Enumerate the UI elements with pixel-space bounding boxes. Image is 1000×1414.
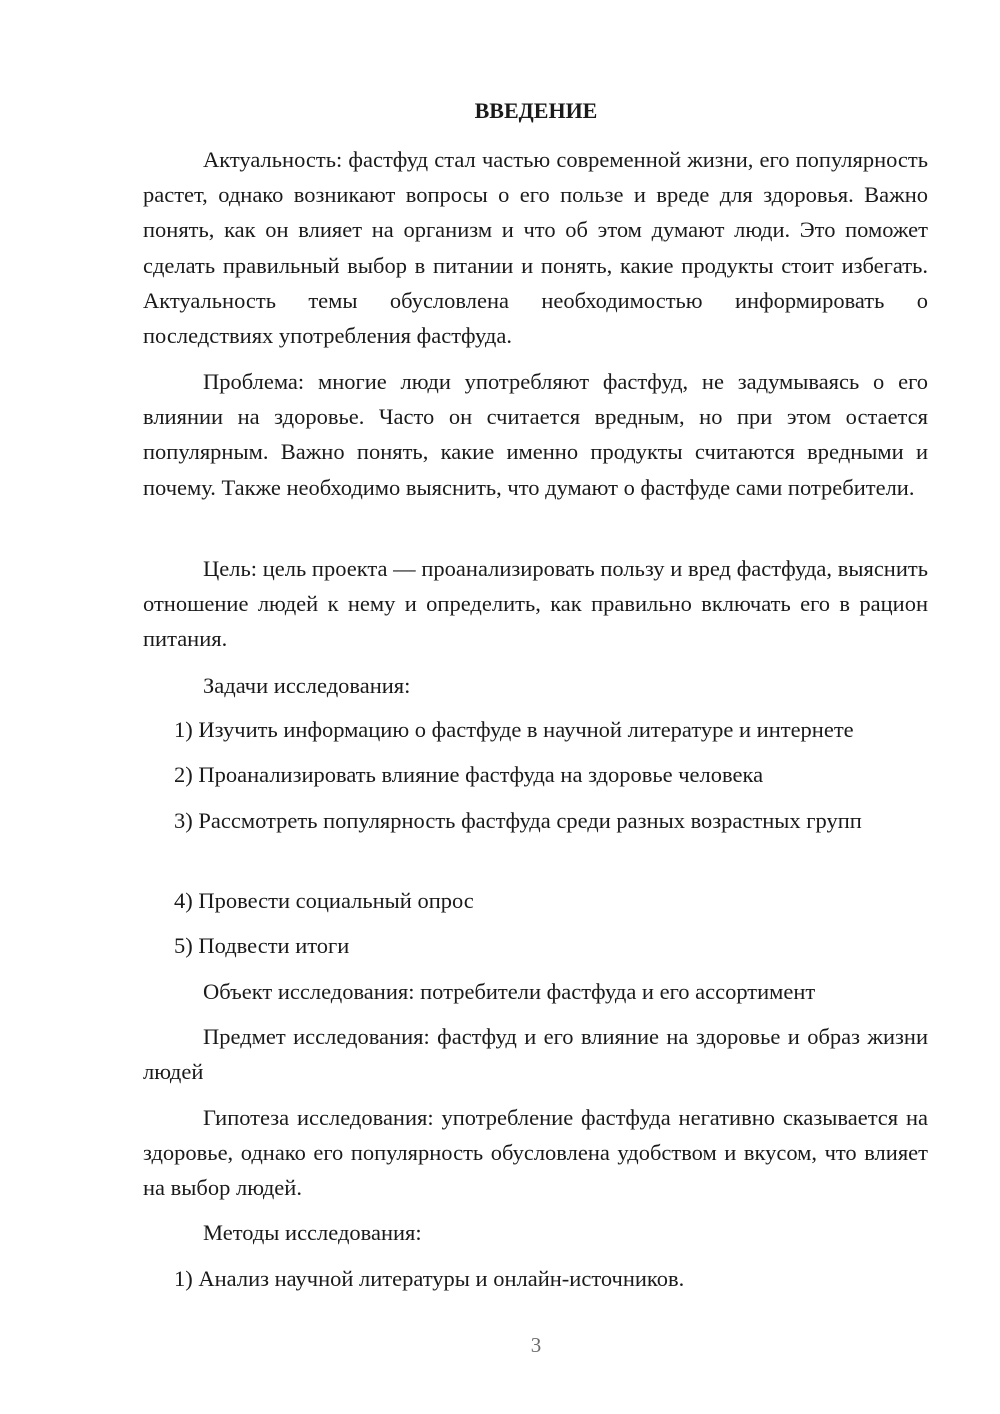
task-block-5 [143,928,928,963]
hypothesis-paragraph: Гипотеза исследования: употребление фастфуда негативно сказывается на здоровье, однако его популярность обусловлена удобством и вкусом, что влияет на выбор людей. [143,1105,928,1201]
relevance-block [143,142,928,353]
task-item: 5) Подвести итоги [174,933,350,958]
subject-block [143,1019,928,1089]
hypothesis-block [143,1100,928,1206]
task-block-1 [143,712,928,747]
task-block-3 [143,803,928,838]
task-item: 4) Провести социальный опрос [174,888,474,913]
methods-heading: Методы исследования: [203,1220,422,1245]
methods-heading-block [143,1215,928,1250]
task-block-4 [143,883,928,918]
object-paragraph: Объект исследования: потребители фастфуда и его ассортимент [203,979,816,1004]
goal-paragraph: Цель: цель проекта — проанализировать пользу и вред фастфуда, выяснить отношение людей к нему и определить, как правильно включать его в рацион питания. [143,556,928,652]
section-title: ВВЕДЕНИЕ [474,98,598,123]
task-item: 3) Рассмотреть популярность фастфуда среди разных возрастных групп [174,808,862,833]
task-item: 1) Изучить информацию о фастфуде в научной литературе и интернете [174,717,854,742]
page-number: 3 [530,1333,542,1357]
tasks-heading-block [143,668,928,703]
task-block-2 [143,757,928,792]
method-block-1 [143,1261,928,1296]
tasks-heading: Задачи исследования: [203,673,411,698]
object-block [143,974,928,1009]
problem-paragraph: Проблема: многие люди употребляют фастфуд, не задумываясь о его влиянии на здоровье. Часто он считается вредным, но при этом остается популярным. Важно понять, какие именно продукты считаются вредными и почему. Также необходимо выяснить, что думают о фастфуде сами потребители. [143,369,928,500]
problem-block [143,364,928,505]
method-item: 1) Анализ научной литературы и онлайн-источников. [174,1266,685,1291]
subject-paragraph: Предмет исследования: фастфуд и его влияние на здоровье и образ жизни людей [143,1024,928,1085]
goal-block [143,551,928,657]
task-item: 2) Проанализировать влияние фастфуда на здоровье человека [174,762,764,787]
relevance-paragraph: Актуальность: фастфуд стал частью современной жизни, его популярность растет, однако возникают вопросы о его пользе и вреде для здоровья. Важно понять, как он влияет на организм и что об этом думают люди. Это поможет сделать правильный выбор в питании и понять, какие продукты стоит избегать. Актуальность темы обусловлена необходимостью информировать о последствиях употребления фастфуда. [143,147,928,349]
